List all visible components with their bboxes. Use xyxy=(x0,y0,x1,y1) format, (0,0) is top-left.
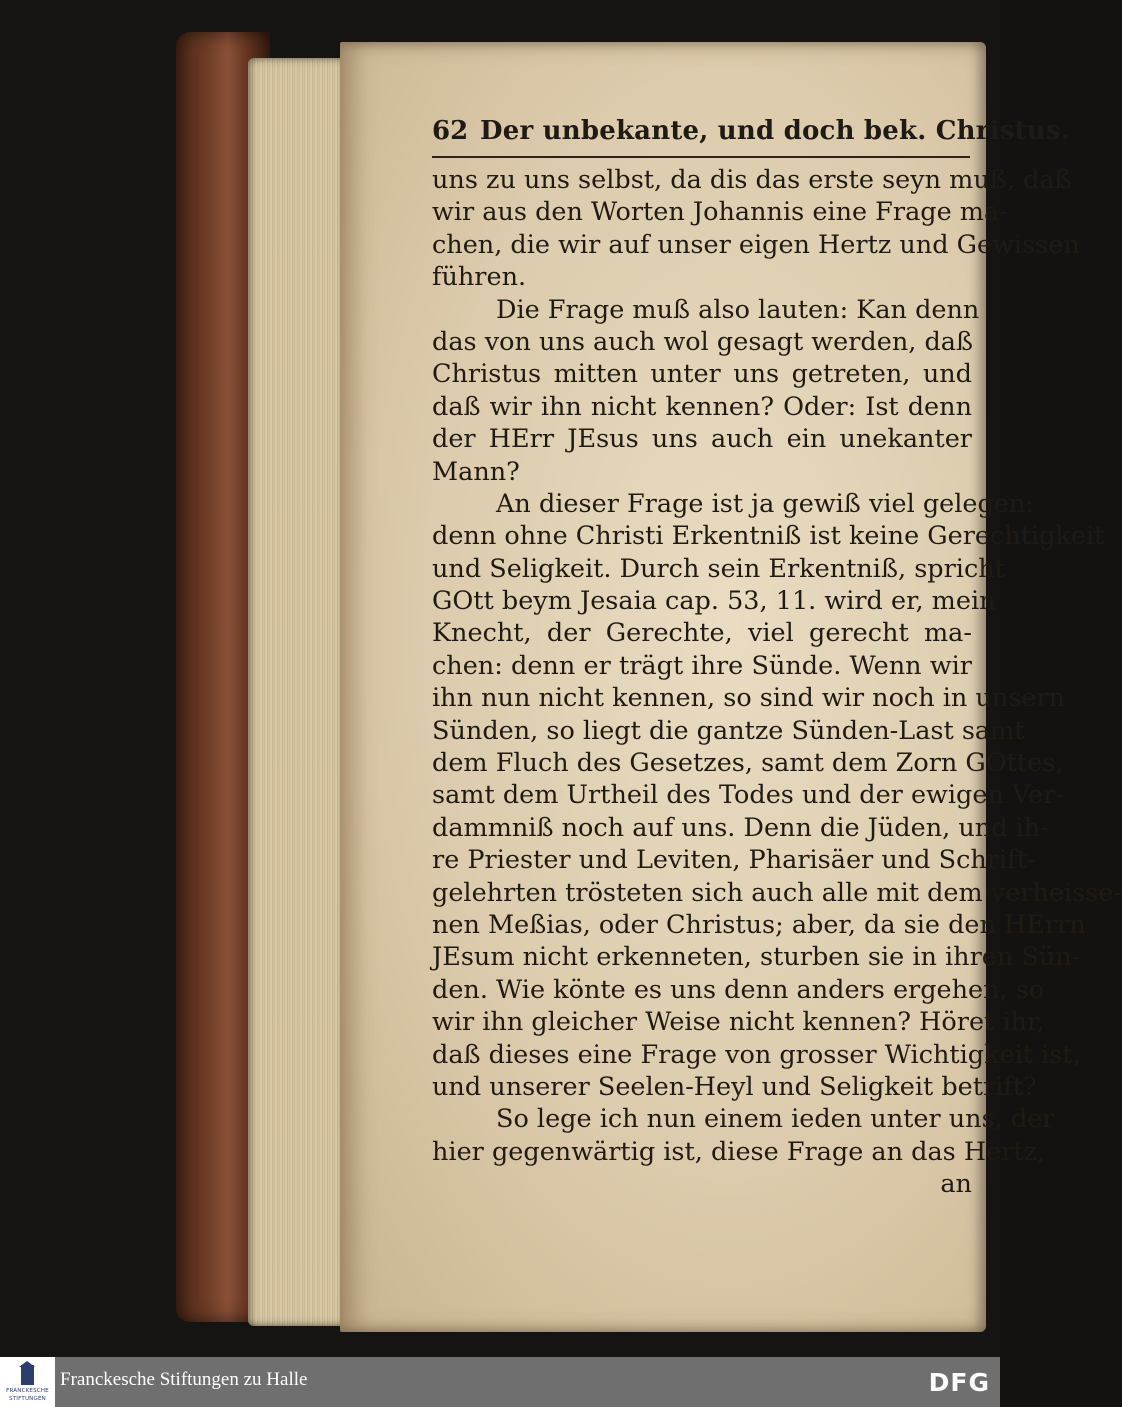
text-line: an xyxy=(940,1169,972,1200)
text-line: und Seligkeit. Durch sein Erkentniß, spricht xyxy=(432,553,1005,584)
text-line: chen, die wir auf unser eigen Hertz und Gewissen xyxy=(432,229,1080,260)
page-stack-edges xyxy=(248,58,352,1326)
text-line: wir aus den Worten Johannis eine Frage ma- xyxy=(432,197,1008,228)
text-line: uns zu uns selbst, da dis das erste seyn muß, daß xyxy=(432,165,1072,195)
text-line: re Priester und Leviten, Pharisäer und Schrift- xyxy=(432,845,1036,876)
text-line: Knecht, der Gerechte, viel gerecht ma- xyxy=(432,618,972,649)
franckesche-stiftungen-logo[interactable] xyxy=(0,1357,55,1407)
text-line: dammniß noch auf uns. Denn die Jüden, und ih- xyxy=(432,812,1049,843)
text-line: chen: denn er trägt ihre Sünde. Wenn wir xyxy=(432,650,972,681)
running-title: Der unbekante, und doch bek. Christus. xyxy=(480,116,1070,146)
logo-building-icon xyxy=(21,1365,34,1385)
text-line: Mann? xyxy=(432,456,520,487)
text-line: daß dieses eine Frage von grosser Wichtigkeit ist, xyxy=(432,1039,1081,1070)
text-line: Christus mitten unter uns getreten, und xyxy=(432,359,972,390)
page-number: 62 xyxy=(432,116,469,146)
text-line: An dieser Frage ist ja gewiß viel gelegen: xyxy=(496,488,1034,519)
text-line: denn ohne Christi Erkentniß ist keine Gerechtigkeit xyxy=(432,521,1105,552)
text-line: der HErr JEsus uns auch ein unekanter xyxy=(432,424,972,455)
text-line: GOtt beym Jesaia cap. 53, 11. wird er, mein xyxy=(432,586,996,617)
text-line: hier gegenwärtig ist, diese Frage an das Hertz, xyxy=(432,1136,1046,1167)
running-head xyxy=(432,112,1070,152)
viewer-footer xyxy=(0,1357,1000,1407)
text-line: wir ihn gleicher Weise nicht kennen? Höret ihr, xyxy=(432,1007,1045,1038)
text-line: dem Fluch des Gesetzes, samt dem Zorn GOttes, xyxy=(432,748,1064,779)
text-line: ihn nun nicht kennen, so sind wir noch in unsern xyxy=(432,683,1066,714)
text-line: samt dem Urtheil des Todes und der ewigen Ver- xyxy=(432,780,1064,811)
text-line: JEsum nicht erkenneten, sturben sie in ihren Sün- xyxy=(432,942,1081,973)
header-rule xyxy=(432,156,970,158)
text-line: das von uns auch wol gesagt werden, daß xyxy=(432,326,974,357)
text-line: Die Frage muß also lauten: Kan denn xyxy=(496,294,980,325)
logo-text-line1: FRANCKESCHE xyxy=(6,1388,49,1394)
text-line: nen Meßias, oder Christus; aber, da sie den HErrn xyxy=(432,909,1086,940)
institution-name[interactable]: Franckesche Stiftungen zu Halle xyxy=(60,1369,308,1390)
text-line: gelehrten trösteten sich auch alle mit dem verheisse- xyxy=(432,877,1122,908)
logo-text-line2: STIFTUNGEN xyxy=(9,1396,46,1402)
text-line: führen. xyxy=(432,262,527,293)
text-line: und unserer Seelen-Heyl und Seligkeit betrift? xyxy=(432,1071,1037,1102)
text-line: Sünden, so liegt die gantze Sünden-Last samt xyxy=(432,715,1025,746)
body-text xyxy=(432,164,1122,1201)
text-line: daß wir ihn nicht kennen? Oder: Ist denn xyxy=(432,391,972,422)
text-line: den. Wie könte es uns denn anders ergehen, so xyxy=(432,974,1045,1005)
dfg-logo[interactable]: DFG xyxy=(928,1368,990,1397)
text-line: So lege ich nun einem ieden unter uns, der xyxy=(496,1104,1055,1135)
